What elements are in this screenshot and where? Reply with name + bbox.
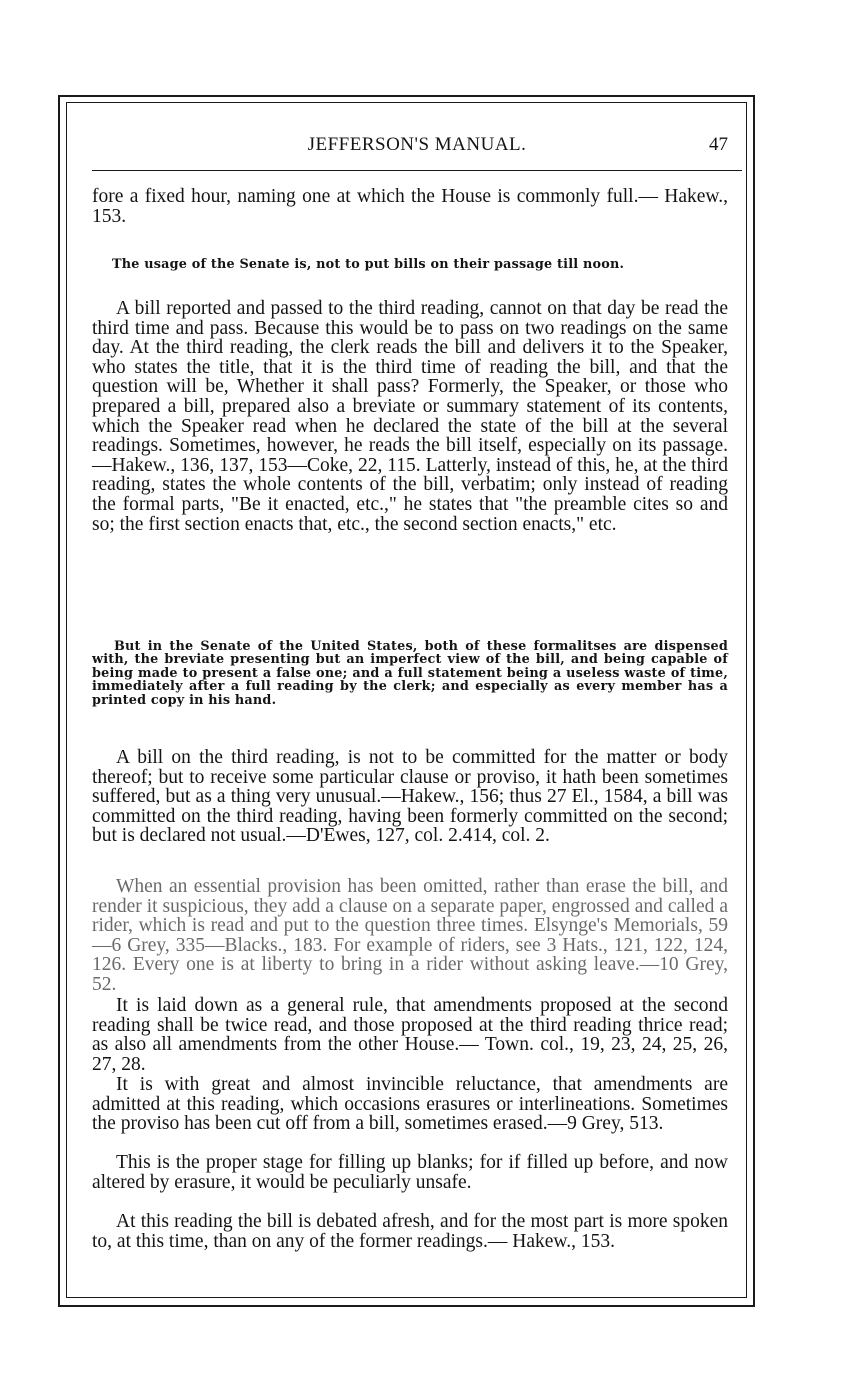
- page-number: 47: [709, 134, 728, 155]
- paragraph-debate: At this reading the bill is debated afresh, and for the most part is more spoken to, at this time, than on any of the former readings.— Hakew., 153.: [92, 1211, 728, 1252]
- paragraph-third-reading: A bill reported and passed to the third reading, cannot on that day be read the third time and pass. Because this would be to pass on two readings on the same day. At the third reading, the clerk reads the bill and delivers it to the Speaker, who states the title, that it is the third time of reading the bill, and that the question will be, Whether it shall pass? Formerly, the Speaker, or those who prepared a bill, prepared also a breviate or summary statement of its contents, which the Speaker read when he declared the state of the bill at the several readings. Sometimes, however, he reads the bill itself, especially on its passage.—Hakew., 136, 137, 153—Coke, 22, 115. Latterly, instead of this, he, at the third reading, states the whole contents of the bill, verbatim; only instead of reading the formal parts, "Be it enacted, etc.," he states that "the preamble cites so and so; the first section enacts that, etc., the second section enacts," etc.: [92, 298, 728, 535]
- running-head: JEFFERSON'S MANUAL.: [307, 134, 527, 155]
- page-header: [92, 130, 742, 162]
- paragraph-riders: When an essential provision has been omitted, rather than erase the bill, and render it suspicious, they add a clause on a separate paper, engrossed and called a rider, which is read and put to the question three times. Elsynge's Memorials, 59—6 Grey, 335—Blacks., 183. For example of riders, see 3 Hats., 121, 122, 124, 126. Every one is at liberty to bring in a rider without asking leave.—10 Grey, 52.: [92, 876, 728, 995]
- header-rule: [92, 170, 742, 171]
- senate-note-noon: The usage of the Senate is, not to put bills on their passage till noon.: [112, 257, 625, 272]
- senate-note-formalities: But in the Senate of the United States, both of these formalitses are dispensed with, the breviate presenting but an imperfect view of the bill, and being capable of being made to present a false one; and a full statement being a useless waste of time, immediately after a full reading by the clerk; and especially as every member has a printed copy in his hand.: [92, 639, 728, 708]
- paragraph-amendments-reluctance: It is with great and almost invincible reluctance, that amendments are admitted at this reading, which occasions erasures or interlineations. Sometimes the proviso has been cut off from a bill, sometimes erased.—9 Grey, 513.: [92, 1074, 728, 1135]
- paragraph-continuation: fore a fixed hour, naming one at which the House is commonly full.— Hakew., 153.: [92, 186, 728, 227]
- paragraph-commitment: A bill on the third reading, is not to be committed for the matter or body thereof; but to receive some particular clause or proviso, it hath been sometimes suffered, but as a thing very unusual.—Hakew., 156; thus 27 El., 1584, a bill was committed on the third reading, having been formerly committed on the second; but is declared not usual.—D'Ewes, 127, col. 2.414, col. 2.: [92, 747, 728, 847]
- paragraph-blanks: This is the proper stage for filling up blanks; for if filled up before, and now altered by erasure, it would be peculiarly unsafe.: [92, 1152, 728, 1193]
- paragraph-amendments-rule: It is laid down as a general rule, that amendments proposed at the second reading shall be twice read, and those proposed at the third reading thrice read; as also all amendments from the other House.— Town. col., 19, 23, 24, 25, 26, 27, 28.: [92, 995, 728, 1075]
